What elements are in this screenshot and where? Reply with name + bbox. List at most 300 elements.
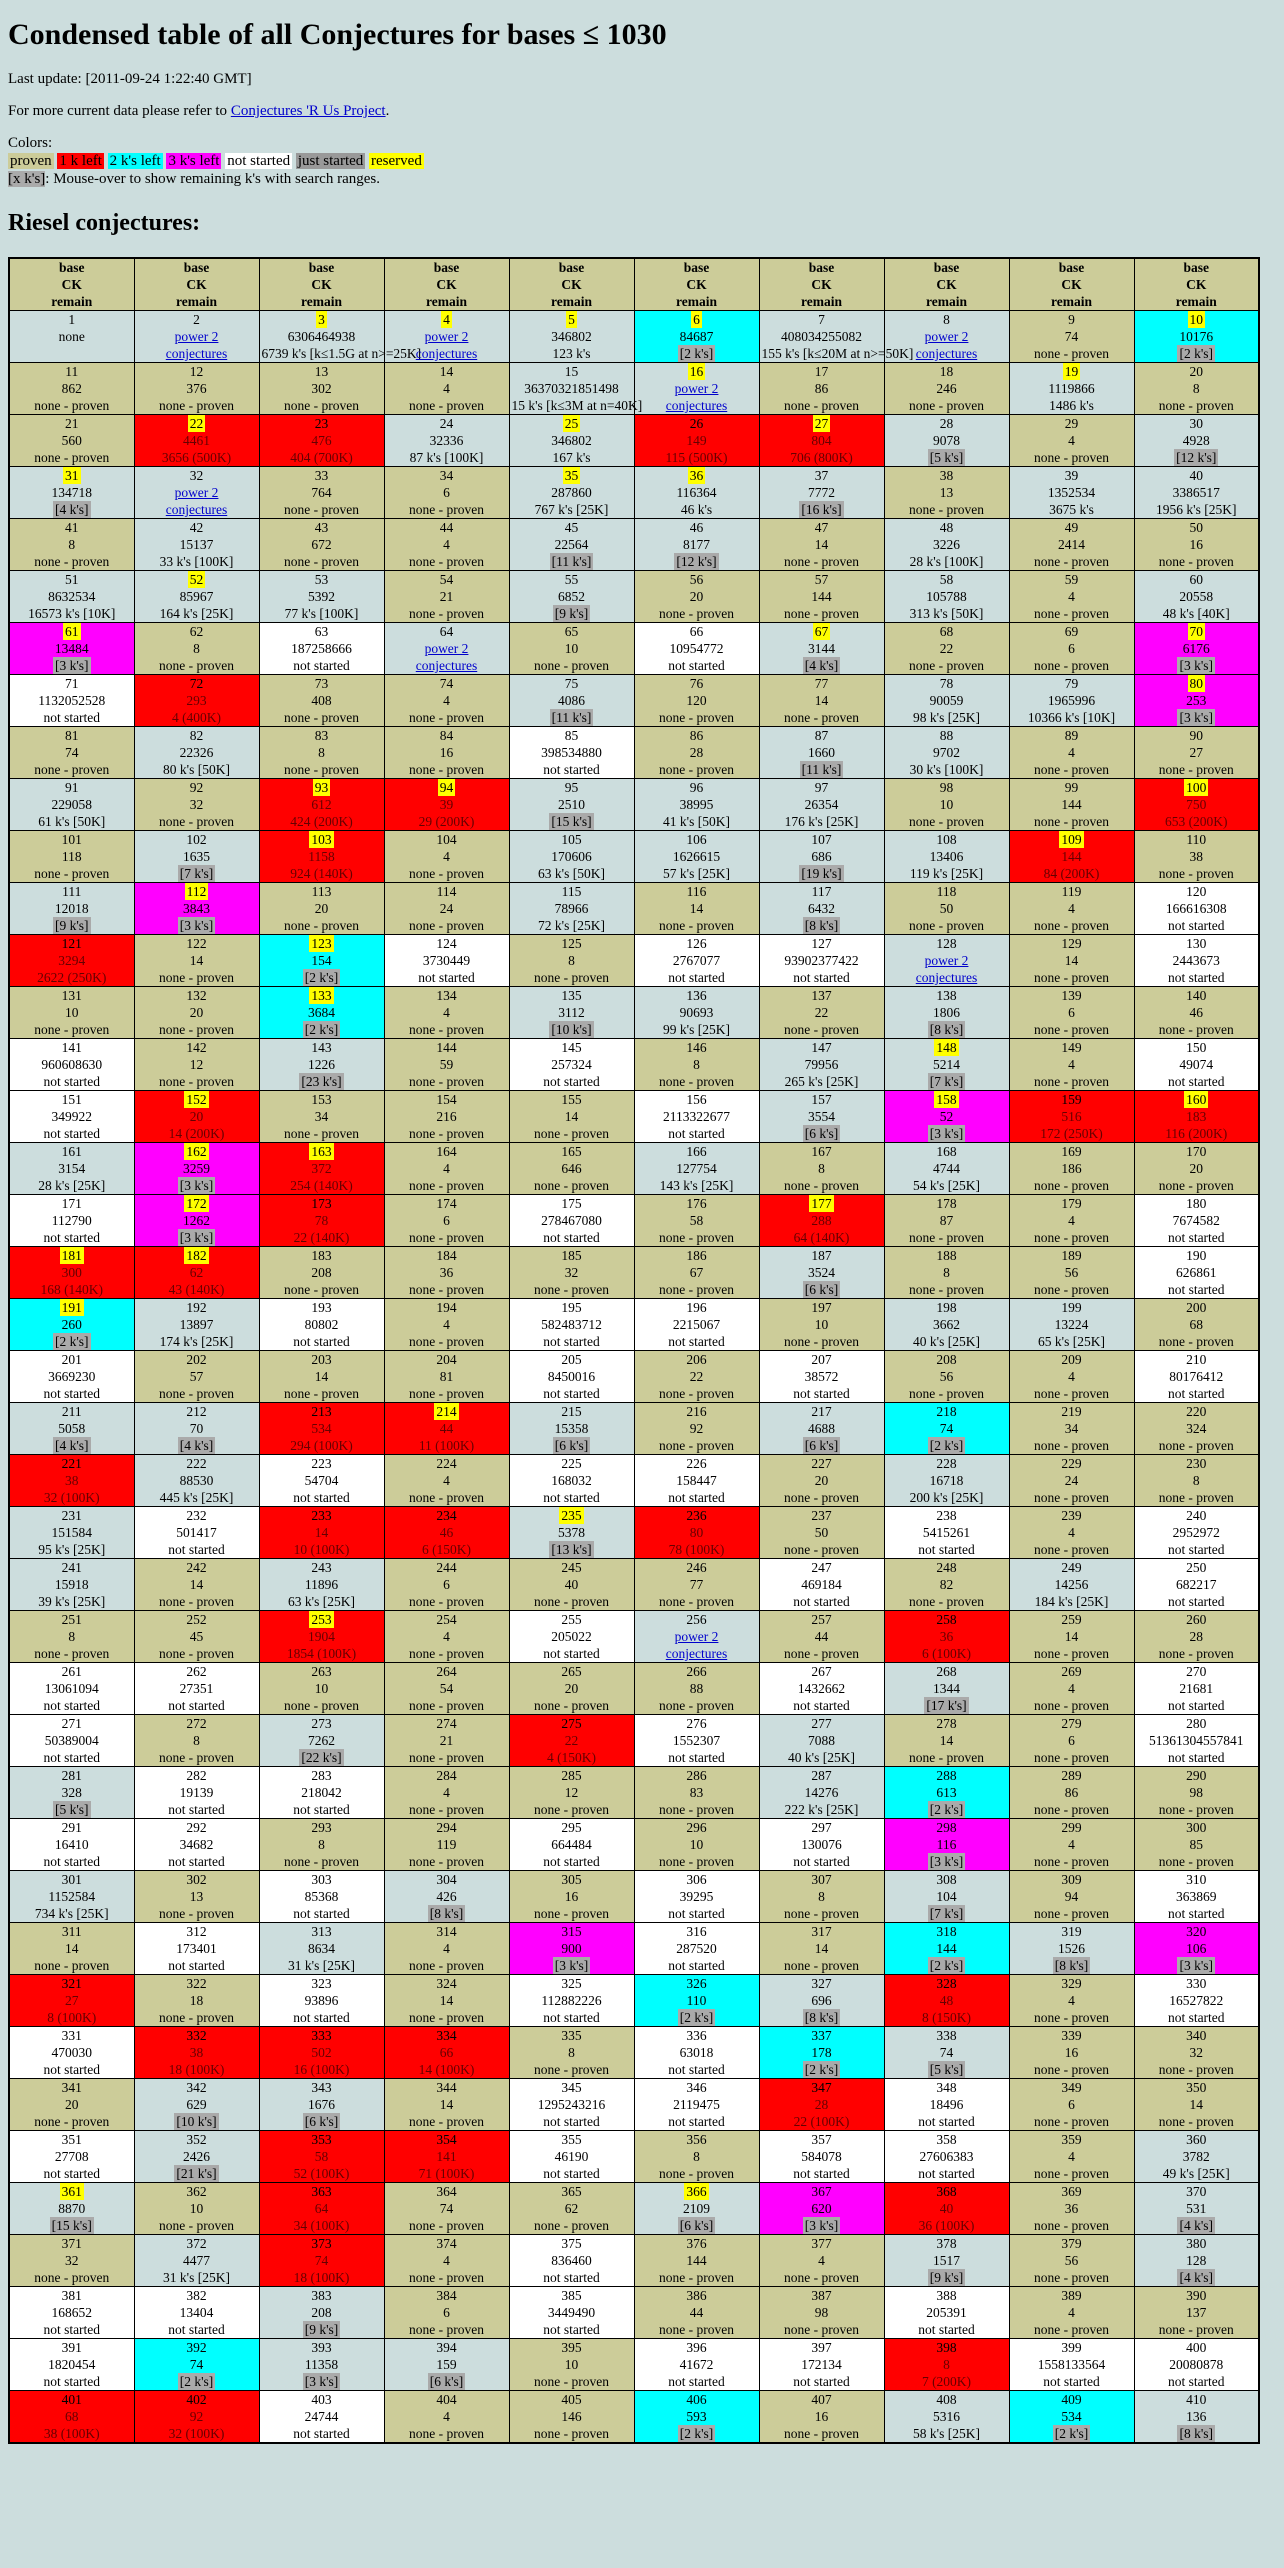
remain-line bbox=[510, 1333, 634, 1350]
remain-line bbox=[1010, 1905, 1134, 1922]
conjectured-k: 8 bbox=[1192, 381, 1200, 396]
remain-line bbox=[885, 917, 1009, 934]
remaining-ks-tooltip[interactable]: [6 k's] bbox=[679, 2218, 714, 2233]
remaining-ks-tooltip[interactable]: [9 k's] bbox=[54, 918, 89, 933]
remaining-ks-tooltip[interactable]: [7 k's] bbox=[929, 1906, 964, 1921]
remain-line bbox=[1135, 1541, 1259, 1558]
base-number: 261 bbox=[61, 1664, 82, 1679]
base-number: 31 bbox=[65, 468, 79, 483]
base-cell bbox=[134, 779, 259, 831]
remain-line bbox=[135, 1073, 259, 1090]
base-number: 283 bbox=[311, 1768, 332, 1783]
remaining-ks-tooltip[interactable]: [3 k's] bbox=[1179, 1958, 1214, 1973]
base-number: 117 bbox=[811, 884, 832, 899]
base-cell bbox=[1009, 935, 1134, 987]
base-cell bbox=[1134, 2235, 1259, 2287]
base-cell bbox=[134, 467, 259, 519]
remain-status: none - proven bbox=[1158, 2322, 1234, 2337]
remain-status: none - proven bbox=[909, 502, 984, 517]
remain-line bbox=[10, 813, 134, 830]
power2-conjectures-link[interactable]: conjectures bbox=[915, 346, 978, 361]
base-cell bbox=[9, 2079, 134, 2131]
remaining-ks-tooltip[interactable]: [2 k's] bbox=[1179, 346, 1214, 361]
remain-status: 72 k's [25K] bbox=[538, 918, 605, 933]
base-cell bbox=[509, 779, 634, 831]
remaining-ks-tooltip[interactable]: [3 k's] bbox=[1179, 658, 1214, 673]
remain-line bbox=[385, 2061, 509, 2078]
remaining-ks-tooltip[interactable]: [8 k's] bbox=[804, 918, 839, 933]
base-cell bbox=[1134, 2391, 1259, 2444]
base-cell bbox=[9, 363, 134, 415]
remaining-ks-tooltip[interactable]: [3 k's] bbox=[54, 658, 89, 673]
conjectured-k: 8 bbox=[693, 2149, 700, 2164]
conjectured-k: 531 bbox=[1186, 2201, 1207, 2216]
remain-line bbox=[1010, 2113, 1134, 2130]
remaining-ks-tooltip[interactable]: [2 k's] bbox=[804, 2062, 839, 2077]
remain-line bbox=[260, 969, 384, 986]
conjectured-k: 77 bbox=[689, 1577, 704, 1592]
remain-line bbox=[635, 1489, 759, 1506]
remain-line bbox=[885, 1333, 1009, 1350]
last-update: Last update: [2011-09-24 1:22:40 GMT] bbox=[8, 71, 252, 87]
base-cell bbox=[1134, 727, 1259, 779]
remain-line bbox=[1135, 1853, 1259, 1870]
remain-line bbox=[510, 605, 634, 622]
base-number: 299 bbox=[1061, 1820, 1082, 1835]
remain-line bbox=[385, 1957, 509, 1974]
base-number: 267 bbox=[811, 1664, 832, 1679]
remain-line bbox=[385, 1073, 509, 1090]
remaining-ks-tooltip[interactable]: [11 k's] bbox=[551, 554, 592, 569]
power2-conjectures-link[interactable]: power 2 bbox=[924, 329, 969, 344]
power2-conjectures-link[interactable]: conjectures bbox=[665, 398, 728, 413]
base-number: 371 bbox=[61, 2236, 82, 2251]
base-cell bbox=[634, 1611, 759, 1663]
remaining-ks-tooltip[interactable]: [5 k's] bbox=[929, 450, 964, 465]
power2-conjectures-link[interactable]: power 2 bbox=[674, 1629, 719, 1644]
base-cell bbox=[759, 675, 884, 727]
base-number: 206 bbox=[686, 1352, 707, 1367]
remain-status: not started bbox=[168, 1542, 225, 1557]
remain-status: none - proven bbox=[784, 398, 859, 413]
remaining-ks-tooltip[interactable]: [23 k's] bbox=[301, 1074, 342, 1089]
remaining-ks-tooltip[interactable]: [11 k's] bbox=[551, 710, 592, 725]
base-number: 105 bbox=[561, 832, 582, 847]
remain-line bbox=[885, 1489, 1009, 1506]
base-cell bbox=[509, 519, 634, 571]
remaining-ks-tooltip[interactable]: [2 k's] bbox=[304, 970, 339, 985]
conjectured-k: 3843 bbox=[183, 901, 210, 916]
base-cell bbox=[884, 1767, 1009, 1819]
base-number: 20 bbox=[1189, 364, 1203, 379]
base-number: 391 bbox=[61, 2340, 82, 2355]
base-number: 208 bbox=[936, 1352, 957, 1367]
base-number: 372 bbox=[186, 2236, 207, 2251]
base-number: 50 bbox=[1189, 520, 1203, 535]
base-cell bbox=[759, 1923, 884, 1975]
power2-conjectures-link[interactable]: conjectures bbox=[665, 1646, 728, 1661]
remain-line bbox=[510, 1073, 634, 1090]
base-number: 269 bbox=[1061, 1664, 1082, 1679]
base-number: 66 bbox=[689, 624, 704, 639]
remaining-ks-tooltip[interactable]: [3 k's] bbox=[179, 918, 214, 933]
base-cell bbox=[9, 1403, 134, 1455]
remain-line bbox=[260, 1333, 384, 1350]
base-cell bbox=[134, 727, 259, 779]
remaining-ks-tooltip[interactable]: [9 k's] bbox=[929, 2270, 964, 2285]
remain-line bbox=[760, 449, 884, 466]
base-number: 266 bbox=[686, 1664, 707, 1679]
base-number: 84 bbox=[439, 728, 454, 743]
remain-status: none - proven bbox=[409, 1126, 484, 1141]
base-number: 74 bbox=[439, 676, 454, 691]
remain-status: 32 (100K) bbox=[43, 1490, 100, 1505]
remain-line bbox=[885, 553, 1009, 570]
base-number: 165 bbox=[561, 1144, 582, 1159]
base-cell bbox=[1009, 1299, 1134, 1351]
remaining-ks-tooltip[interactable]: [22 k's] bbox=[301, 1750, 342, 1765]
base-cell bbox=[1009, 1923, 1134, 1975]
remain-status: 4 (150K) bbox=[546, 1750, 597, 1765]
remain-status: 164 k's [25K] bbox=[159, 606, 234, 621]
base-number: 52 bbox=[189, 572, 204, 587]
table-row bbox=[9, 675, 1259, 727]
remaining-ks-tooltip[interactable]: [11 k's] bbox=[801, 762, 842, 777]
remain-line bbox=[760, 2321, 884, 2338]
conjectured-k: 8 bbox=[68, 1629, 76, 1644]
remain-line bbox=[385, 1021, 509, 1038]
remaining-ks-tooltip[interactable]: [6 k's] bbox=[429, 2374, 464, 2389]
remaining-ks-tooltip[interactable]: [2 k's] bbox=[304, 1022, 339, 1037]
remaining-ks-tooltip[interactable]: [4 k's] bbox=[54, 502, 89, 517]
remaining-ks-tooltip[interactable]: [21 k's] bbox=[176, 2166, 217, 2181]
remaining-ks-tooltip[interactable]: [19 k's] bbox=[801, 866, 842, 881]
power2-conjectures-link[interactable]: conjectures bbox=[165, 346, 228, 361]
remain-line bbox=[760, 605, 884, 622]
base-number: 174 bbox=[436, 1196, 457, 1211]
remaining-ks-tooltip[interactable]: [8 k's] bbox=[429, 1906, 464, 1921]
base-number: 328 bbox=[936, 1976, 957, 1991]
remaining-ks-tooltip[interactable]: [15 k's] bbox=[551, 814, 592, 829]
conjectured-k: 1226 bbox=[308, 1057, 335, 1072]
remaining-ks-tooltip[interactable]: [4 k's] bbox=[1179, 2218, 1214, 2233]
remaining-ks-tooltip[interactable]: [16 k's] bbox=[801, 502, 842, 517]
remaining-ks-tooltip[interactable]: [2 k's] bbox=[1054, 2426, 1089, 2441]
table-row bbox=[9, 1039, 1259, 1091]
remain-line bbox=[10, 1021, 134, 1038]
conjectured-k: 144 bbox=[1061, 849, 1082, 864]
remaining-ks-tooltip[interactable]: [3 k's] bbox=[179, 1230, 214, 1245]
base-cell bbox=[884, 2131, 1009, 2183]
base-number: 378 bbox=[936, 2236, 957, 2251]
remaining-ks-tooltip[interactable]: [10 k's] bbox=[551, 1022, 592, 1037]
legend-1k-left: 1 k left bbox=[59, 153, 102, 169]
remain-line bbox=[260, 1281, 384, 1298]
conjectured-k: 1119866 bbox=[1048, 381, 1095, 396]
remaining-ks-tooltip[interactable]: [3 k's] bbox=[804, 2218, 839, 2233]
base-cell bbox=[884, 1871, 1009, 1923]
remain-line bbox=[1135, 2269, 1259, 2286]
remaining-ks-tooltip[interactable]: [3 k's] bbox=[929, 1126, 964, 1141]
conjectured-k: 52 bbox=[939, 1109, 954, 1124]
base-cell bbox=[134, 2027, 259, 2079]
conjectured-k: 560 bbox=[61, 433, 82, 448]
remain-line bbox=[1010, 2165, 1134, 2182]
remain-line bbox=[760, 1749, 884, 1766]
power2-conjectures-link[interactable]: power 2 bbox=[424, 641, 469, 656]
base-number: 241 bbox=[61, 1560, 82, 1575]
base-cell bbox=[9, 1767, 134, 1819]
remaining-ks-tooltip[interactable]: [4 k's] bbox=[179, 1438, 214, 1453]
power2-conjectures-link[interactable]: conjectures bbox=[165, 502, 228, 517]
conjectured-k: 14276 bbox=[804, 1785, 839, 1800]
base-cell bbox=[634, 1455, 759, 1507]
remain-line bbox=[1010, 1385, 1134, 1402]
base-number: 289 bbox=[1061, 1768, 1082, 1783]
remaining-ks-tooltip[interactable]: [4 k's] bbox=[1179, 2270, 1214, 2285]
remaining-ks-tooltip[interactable]: [6 k's] bbox=[804, 1126, 839, 1141]
remaining-ks-tooltip[interactable]: [2 k's] bbox=[929, 1438, 964, 1453]
base-number: 238 bbox=[936, 1508, 957, 1523]
base-number: 223 bbox=[311, 1456, 332, 1471]
table-row bbox=[9, 1455, 1259, 1507]
base-cell bbox=[759, 1871, 884, 1923]
conjectured-k: 1432662 bbox=[797, 1681, 846, 1696]
power2-conjectures-link[interactable]: conjectures bbox=[915, 970, 978, 985]
remaining-ks-tooltip[interactable]: [12 k's] bbox=[1176, 450, 1217, 465]
conjectured-k: 4 bbox=[1068, 2305, 1075, 2320]
power2-conjectures-link[interactable]: power 2 bbox=[424, 329, 469, 344]
remain-line bbox=[135, 605, 259, 622]
column-header: base CK remain bbox=[509, 258, 634, 311]
remain-line bbox=[760, 397, 884, 414]
conjectured-k: 208 bbox=[311, 1265, 332, 1280]
remaining-ks-tooltip[interactable]: [12 k's] bbox=[676, 554, 717, 569]
remain-status: none - proven bbox=[409, 918, 484, 933]
conjectured-k: 78 bbox=[314, 1213, 329, 1228]
conjectured-k: 14 bbox=[439, 2097, 454, 2112]
remain-status: none - proven bbox=[1158, 554, 1234, 569]
remaining-ks-tooltip[interactable]: [6 k's] bbox=[804, 1438, 839, 1453]
base-cell bbox=[134, 1663, 259, 1715]
base-number: 262 bbox=[186, 1664, 207, 1679]
crus-project-link[interactable]: Conjectures 'R Us Project bbox=[230, 103, 386, 119]
remaining-ks-tooltip[interactable]: [2 k's] bbox=[54, 1334, 89, 1349]
base-number: 58 bbox=[939, 572, 954, 587]
base-number: 34 bbox=[439, 468, 454, 483]
remain-line bbox=[1010, 553, 1134, 570]
base-number: 333 bbox=[311, 2028, 332, 2043]
remain-line bbox=[385, 2269, 509, 2286]
remaining-ks-tooltip[interactable]: [8 k's] bbox=[1179, 2426, 1214, 2441]
base-number: 366 bbox=[686, 2184, 707, 2199]
base-cell bbox=[384, 831, 509, 883]
remain-line bbox=[635, 969, 759, 986]
conjectured-k: 2443673 bbox=[1172, 953, 1220, 968]
power2-conjectures-link[interactable]: power 2 bbox=[174, 485, 219, 500]
base-cell bbox=[634, 467, 759, 519]
remaining-ks-tooltip[interactable]: [2 k's] bbox=[679, 2426, 714, 2441]
remaining-ks-tooltip[interactable]: [3 k's] bbox=[929, 1854, 964, 1869]
remaining-ks-tooltip[interactable]: [5 k's] bbox=[54, 1802, 89, 1817]
remaining-ks-tooltip[interactable]: [4 k's] bbox=[54, 1438, 89, 1453]
remaining-ks-tooltip[interactable]: [4 k's] bbox=[804, 658, 839, 673]
mouseover-note bbox=[8, 170, 1276, 188]
remaining-ks-tooltip[interactable]: [3 k's] bbox=[179, 1178, 214, 1193]
conjectured-k: 51361304557841 bbox=[1149, 1733, 1244, 1748]
base-number: 127 bbox=[811, 936, 832, 951]
remain-line bbox=[1135, 2061, 1259, 2078]
remain-line bbox=[385, 813, 509, 830]
base-cell bbox=[134, 1403, 259, 1455]
remaining-ks-tooltip[interactable]: [6 k's] bbox=[304, 2114, 339, 2129]
remaining-ks-tooltip[interactable]: [9 k's] bbox=[304, 2322, 339, 2337]
base-number: 180 bbox=[1186, 1196, 1207, 1211]
conjectured-k: 1626615 bbox=[672, 849, 721, 864]
remaining-ks-tooltip[interactable]: [2 k's] bbox=[679, 346, 714, 361]
remain-line bbox=[510, 917, 634, 934]
base-cell bbox=[1134, 2339, 1259, 2391]
remaining-ks-tooltip[interactable]: [3 k's] bbox=[304, 2374, 339, 2389]
conjectured-k: 74 bbox=[939, 2045, 954, 2060]
power2-conjectures-link[interactable]: conjectures bbox=[415, 346, 478, 361]
remaining-ks-tooltip[interactable]: [2 k's] bbox=[929, 1958, 964, 1973]
remain-line bbox=[260, 2321, 384, 2338]
remain-status: 78 (100K) bbox=[668, 1542, 725, 1557]
conjectured-k: 1262 bbox=[183, 1213, 210, 1228]
remaining-ks-tooltip[interactable]: [8 k's] bbox=[1054, 1958, 1089, 1973]
remain-status: none - proven bbox=[409, 606, 484, 621]
remain-line bbox=[260, 2009, 384, 2026]
base-number: 313 bbox=[311, 1924, 332, 1939]
base-cell bbox=[134, 311, 259, 363]
base-number: 232 bbox=[186, 1508, 207, 1523]
remain-line bbox=[635, 709, 759, 726]
base-number: 132 bbox=[186, 988, 207, 1003]
table-row bbox=[9, 2235, 1259, 2287]
remain-status: 15 k's [k≤3M at n=40K] bbox=[511, 398, 643, 413]
remaining-ks-tooltip[interactable]: [8 k's] bbox=[804, 2010, 839, 2025]
base-cell bbox=[1134, 1351, 1259, 1403]
remain-line bbox=[1135, 1021, 1259, 1038]
remain-line bbox=[635, 501, 759, 518]
remain-line bbox=[1135, 1957, 1259, 1974]
remain-status: 4 (400K) bbox=[171, 710, 222, 725]
base-cell bbox=[9, 1455, 134, 1507]
base-number: 212 bbox=[186, 1404, 207, 1419]
remain-status: not started bbox=[668, 658, 725, 673]
remain-line bbox=[260, 709, 384, 726]
remain-status: none - proven bbox=[1158, 398, 1234, 413]
remaining-ks-tooltip[interactable]: [2 k's] bbox=[179, 2374, 214, 2389]
conjectured-k: 28 bbox=[689, 745, 704, 760]
base-cell bbox=[884, 987, 1009, 1039]
remain-line bbox=[10, 328, 134, 345]
remain-line bbox=[635, 865, 759, 882]
remaining-ks-tooltip[interactable]: [6 k's] bbox=[804, 1282, 839, 1297]
base-cell bbox=[1009, 883, 1134, 935]
remain-status: 176 k's [25K] bbox=[784, 814, 859, 829]
base-cell bbox=[884, 2027, 1009, 2079]
remain-status: none - proven bbox=[1034, 2166, 1109, 2181]
power2-conjectures-link[interactable]: power 2 bbox=[674, 381, 719, 396]
remain-line bbox=[1135, 1593, 1259, 1610]
remaining-ks-tooltip[interactable]: [3 k's] bbox=[1179, 710, 1214, 725]
remain-status: 167 k's bbox=[552, 450, 591, 465]
conjectured-k: 86 bbox=[814, 381, 829, 396]
remaining-ks-tooltip[interactable]: [10 k's] bbox=[176, 2114, 217, 2129]
remaining-ks-tooltip[interactable]: [2 k's] bbox=[679, 2010, 714, 2025]
conjectured-k: 112882226 bbox=[541, 1993, 602, 2008]
conjectured-k: 127754 bbox=[676, 1161, 717, 1176]
base-number: 99 bbox=[1064, 780, 1079, 795]
remaining-ks-tooltip[interactable]: [3 k's] bbox=[554, 1958, 589, 1973]
remain-line bbox=[260, 2373, 384, 2390]
remain-status: none - proven bbox=[409, 554, 484, 569]
remain-status: not started bbox=[43, 1230, 101, 1245]
base-cell bbox=[384, 935, 509, 987]
base-number: 129 bbox=[1061, 936, 1082, 951]
remain-status: none - proven bbox=[409, 1230, 484, 1245]
base-number: 345 bbox=[561, 2080, 582, 2095]
conjectured-k: 178 bbox=[811, 2045, 832, 2060]
conjectured-k: 328 bbox=[61, 1785, 82, 1800]
remaining-ks-tooltip[interactable]: [15 k's] bbox=[51, 2218, 92, 2233]
base-number: 316 bbox=[686, 1924, 707, 1939]
base-cell bbox=[259, 1195, 384, 1247]
conjectured-k: 7088 bbox=[808, 1733, 835, 1748]
base-number: 147 bbox=[811, 1040, 832, 1055]
remain-status: none - proven bbox=[34, 450, 110, 465]
remain-status: none - proven bbox=[409, 1282, 484, 1297]
base-cell bbox=[884, 1975, 1009, 2027]
remaining-ks-tooltip[interactable]: [9 k's] bbox=[554, 606, 589, 621]
remain-status: none - proven bbox=[1034, 1074, 1109, 1089]
remain-status: none - proven bbox=[784, 1542, 859, 1557]
remain-status: 32 (100K) bbox=[168, 2426, 225, 2441]
remaining-ks-tooltip[interactable]: [5 k's] bbox=[929, 2062, 964, 2077]
remaining-ks-tooltip[interactable]: [13 k's] bbox=[551, 1542, 592, 1557]
power2-conjectures-link[interactable]: conjectures bbox=[415, 658, 478, 673]
base-cell bbox=[384, 1195, 509, 1247]
remaining-ks-tooltip[interactable]: [8 k's] bbox=[929, 1022, 964, 1037]
base-cell bbox=[134, 2287, 259, 2339]
base-number: 151 bbox=[61, 1092, 82, 1107]
remain-line bbox=[635, 2321, 759, 2338]
remaining-ks-tooltip[interactable]: [2 k's] bbox=[929, 1802, 964, 1817]
remaining-ks-tooltip[interactable]: [7 k's] bbox=[929, 1074, 964, 1089]
remain-line bbox=[135, 1801, 259, 1818]
remain-status: 8 (100K) bbox=[47, 2010, 97, 2025]
base-cell bbox=[509, 727, 634, 779]
remaining-ks-tooltip[interactable]: [6 k's] bbox=[554, 1438, 589, 1453]
conjectured-k: 74 bbox=[314, 2253, 329, 2268]
remain-status: none - proven bbox=[1034, 1282, 1109, 1297]
remain-status: none - proven bbox=[659, 1230, 734, 1245]
conjectured-k: 3449490 bbox=[547, 2305, 596, 2320]
base-cell bbox=[759, 2391, 884, 2444]
base-number: 288 bbox=[936, 1768, 957, 1783]
power2-conjectures-link[interactable]: power 2 bbox=[924, 953, 969, 968]
remaining-ks-tooltip[interactable]: [17 k's] bbox=[926, 1698, 967, 1713]
conjectured-k: 2510 bbox=[558, 797, 585, 812]
base-cell bbox=[509, 2339, 634, 2391]
base-number: 158 bbox=[936, 1092, 957, 1107]
remain-line bbox=[135, 709, 259, 726]
base-number: 303 bbox=[311, 1872, 332, 1887]
remaining-ks-tooltip[interactable]: [7 k's] bbox=[179, 866, 214, 881]
power2-conjectures-link[interactable]: power 2 bbox=[174, 329, 219, 344]
